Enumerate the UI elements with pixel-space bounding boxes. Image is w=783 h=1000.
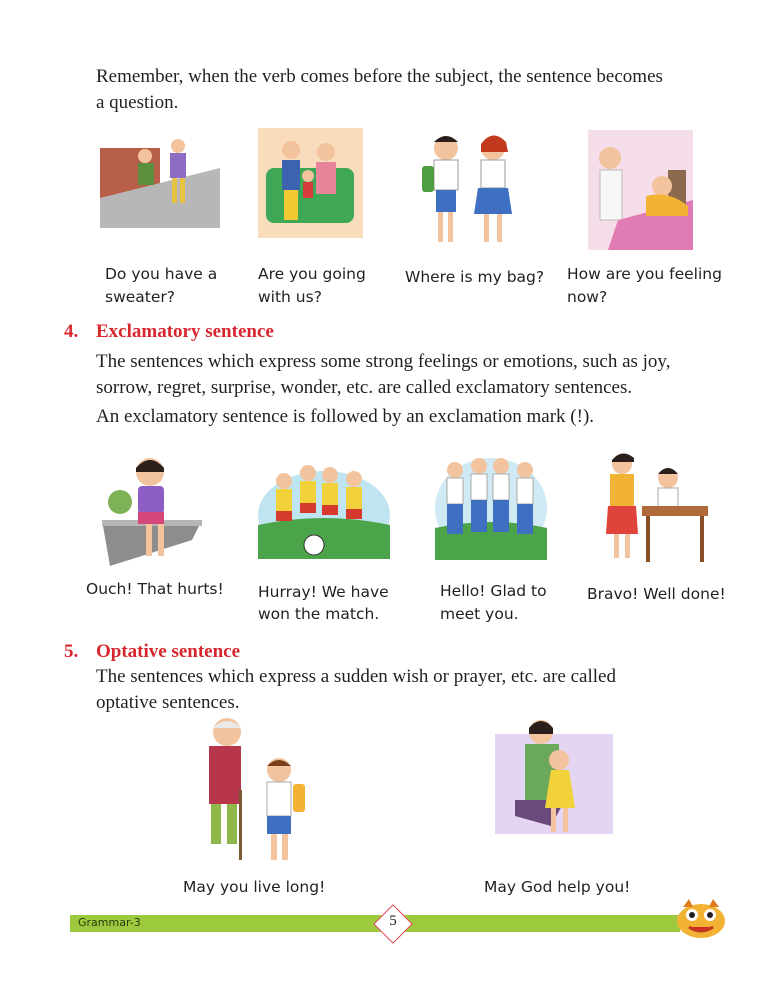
caption-optative-1: May you live long! [183, 878, 326, 896]
caption-exclamatory-3-line-2: meet you. [440, 605, 519, 623]
caption-exclamatory-2-line-1: Hurray! We have [258, 583, 389, 601]
caption-question-1-line-2: sweater? [105, 288, 175, 306]
caption-question-2-line-2: with us? [258, 288, 322, 306]
footer-book-title: Grammar-3 [78, 916, 141, 929]
caption-exclamatory-3-line-1: Hello! Glad to [440, 582, 547, 600]
illustration-hurt-boy [98, 450, 208, 568]
section-4-para-line-2: sorrow, regret, surprise, wonder, etc. are called exclamatory sentences. [96, 377, 633, 398]
illustration-hospital [588, 130, 693, 250]
caption-exclamatory-1: Ouch! That hurts! [86, 580, 224, 598]
intro-line-1: Remember, when the verb comes before the subject, the sentence becomes [96, 66, 663, 87]
illustration-grandfather-boy [195, 710, 310, 865]
section-5-para-line-1: The sentences which express a sudden wish or prayer, etc. are called [96, 666, 616, 687]
section-4-title: Exclamatory sentence [96, 321, 274, 342]
section-4-para-line-1: The sentences which express some strong feelings or emotions, such as joy, [96, 351, 671, 372]
section-4-para-line-3: An exclamatory sentence is followed by an exclamation mark (!). [96, 406, 595, 427]
page-number: 5 [389, 913, 397, 929]
illustration-sweater [100, 128, 220, 228]
illustration-football-team [258, 455, 390, 559]
section-5-number: 5. [64, 641, 79, 662]
illustration-family [258, 128, 363, 238]
caption-optative-2: May God help you! [484, 878, 631, 896]
illustration-mother-daughter [495, 714, 613, 844]
caption-exclamatory-2-line-2: won the match. [258, 605, 380, 623]
illustration-friends-greeting [435, 448, 547, 560]
caption-question-4-line-2: now? [567, 288, 608, 306]
intro-line-2: a question. [96, 92, 179, 113]
illustration-bag [418, 128, 523, 253]
section-5-title: Optative sentence [96, 641, 241, 662]
mascot-icon [675, 895, 727, 939]
caption-question-4-line-1: How are you feeling [567, 265, 722, 283]
caption-question-1-line-1: Do you have a [105, 265, 218, 283]
caption-exclamatory-4: Bravo! Well done! [587, 585, 726, 603]
illustration-teacher-student [598, 448, 710, 568]
caption-question-2-line-1: Are you going [258, 265, 366, 283]
caption-question-3: Where is my bag? [405, 268, 545, 286]
section-4-number: 4. [64, 321, 79, 342]
section-5-para-line-2: optative sentences. [96, 692, 240, 713]
